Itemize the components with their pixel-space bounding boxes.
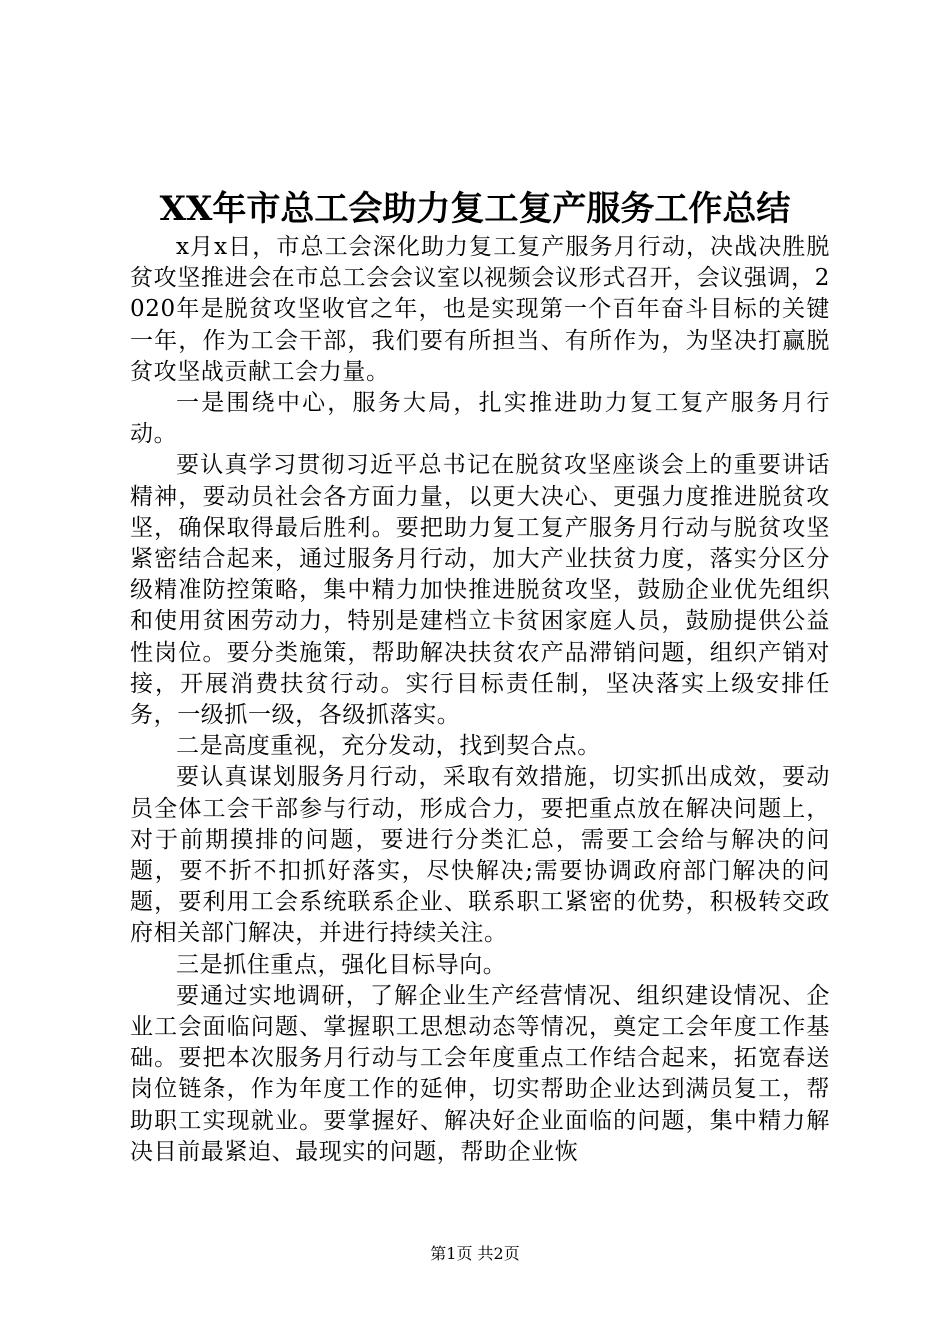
body-paragraph: 要认真学习贯彻习近平总书记在脱贫攻坚座谈会上的重要讲话精神，要动员社会各方面力量，以更大决心、更强力度推进脱贫攻坚，确保取得最后胜利。要把助力复工复产服务月行动与脱贫攻坚紧密结合起来，通过服务月行动，加大产业扶贫力度，落实分区分级精准防控策略，集中精力加快推进脱贫攻坚，鼓励企业优先组织和使用贫困劳动力，特别是建档立卡贫困家庭人员，鼓励提供公益性岗位。要分类施策，帮助解决扶贫农产品滞销问题，组织产销对接，开展消费扶贫行动。实行目标责任制，坚决落实上级安排任务，一级抓一级，各级抓落实。 [130,452,830,729]
document-title: XX年市总工会助力复工复产服务工作总结 [159,189,791,229]
page-number-footer: 第1页 共2页 [430,1244,520,1263]
section-heading-3: 三是抓住重点，强化目标导向。 [176,951,507,978]
document-body [130,232,830,1168]
body-paragraph: 要通过实地调研，了解企业生产经营情况、组织建设情况、企业工会面临问题、掌握职工思想动态等情况，奠定工会年度工作基础。要把本次服务月行动与工会年度重点工作结合起来，拓宽春送岗位链条，作为年度工作的延伸，切实帮助企业达到满员复工，帮助职工实现就业。要掌握好、解决好企业面临的问题，集中精力解决目前最紧迫、最现实的问题，帮助企业恢 [130,982,830,1165]
body-paragraph: x月x日，市总工会深化助力复工复产服务月行动，决战决胜脱贫攻坚推进会在市总工会会议室以视频会议形式召开，会议强调，2020年是脱贫攻坚收官之年，也是实现第一个百年奋斗目标的关键一年，作为工会干部，我们要有所担当、有所作为，为坚决打赢脱贫攻坚战贡献工会力量。 [130,234,830,385]
section-heading-1: 一是围绕中心，服务大局，扎实推进助力复工复产服务月行动。 [130,390,830,448]
body-paragraph: 要认真谋划服务月行动，采取有效措施，切实抓出成效，要动员全体工会干部参与行动，形成合力，要把重点放在解决问题上，对于前期摸排的问题，要进行分类汇总，需要工会给与解决的问题，要不折不扣抓好落实，尽快解决;需要协调政府部门解决的问题，要利用工会系统联系企业、联系职工紧密的优势，积极转交政府相关部门解决，并进行持续关注。 [130,764,830,947]
section-heading-2: 二是高度重视，充分发动，找到契合点。 [176,733,601,760]
